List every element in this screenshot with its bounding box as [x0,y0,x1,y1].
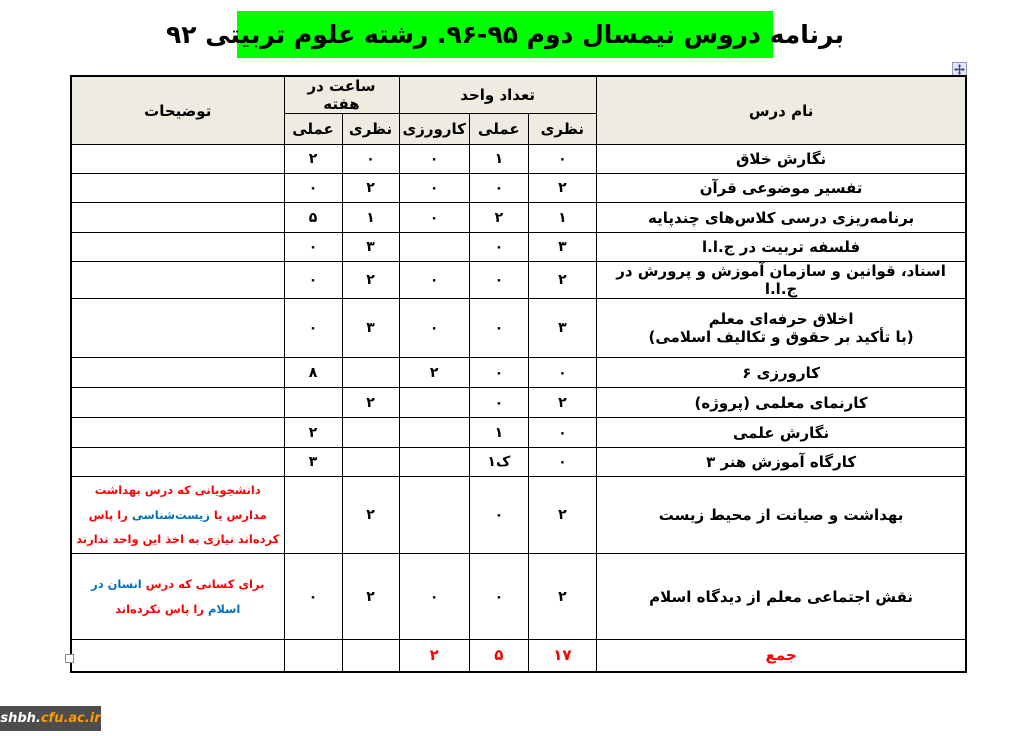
header-units-internship: کارورزی [399,114,469,145]
total-hours-theory [342,640,399,672]
header-hours-theory: نظری [342,114,399,145]
units-theory: ۲ [528,174,596,203]
units-practical: ۰ [469,358,528,388]
hours-practical: ۸ [284,358,342,388]
units-theory: ۰ [528,418,596,448]
units-practical: ۰ [469,554,528,640]
hours-practical: ۰ [284,262,342,299]
units-practical: ۰ [469,262,528,299]
note-text-red: برای کسانی که درس [141,576,265,591]
course-name: کارگاه آموزش هنر ۳ [596,448,966,477]
course-name [596,299,966,358]
units-theory: ۲ [528,388,596,418]
units-practical: ‪۱ک‬ [469,448,528,477]
header-units-group: تعداد واحد [399,76,596,114]
course-name: کارورزی ۶ [596,358,966,388]
units-theory: ۲ [528,554,596,640]
units-practical: ۱ [469,145,528,174]
header-hours-group: ساعت در هفته [284,76,399,114]
course-name: تفسیر موضوعی قرآن [596,174,966,203]
site-watermark [0,706,101,731]
note-cell [71,174,284,203]
course-name: کارنمای معلمی (پروژه) [596,388,966,418]
hours-practical: ۰ [284,554,342,640]
note-text-red: دانشجویانی که درس بهداشت مدارس یا [94,482,267,522]
watermark-domain: cfu.ac.ir [40,711,101,726]
total-hours-practical [284,640,342,672]
note-text-red: را پاس کرده‌اند نیازی به اخذ این واحد ندارند [76,507,280,547]
course-name: فلسفه تربیت در ج.ا.ا [596,233,966,262]
units-internship: ۰ [399,174,469,203]
note-text-blue: انسان در اسلام [91,576,241,616]
total-units-internship: ۲ [399,640,469,672]
note-cell [71,448,284,477]
units-internship [399,418,469,448]
table-resize-handle[interactable] [65,654,74,663]
course-name: بهداشت و صیانت از محیط زیست [596,477,966,554]
total-row [71,640,966,672]
table-row [71,388,966,418]
units-theory: ۰ [528,145,596,174]
note-cell [71,145,284,174]
note-cell [71,233,284,262]
hours-practical: ۰ [284,299,342,358]
header-units-theory: نظری [528,114,596,145]
units-theory: ۰ [528,358,596,388]
course-schedule-table [70,75,967,673]
hours-theory: ۲ [342,262,399,299]
course-name-line1: اخلاق حرفه‌ای معلم [708,310,854,328]
hours-theory: ۲ [342,554,399,640]
note-text-red: را پاس نکرده‌اند [115,601,208,616]
units-theory: ۰ [528,448,596,477]
table-row [71,145,966,174]
hours-practical: ۰ [284,174,342,203]
hours-practical: ۳ [284,448,342,477]
table-row [71,203,966,233]
note-cell [71,388,284,418]
hours-practical: ۰ [284,233,342,262]
course-name: برنامه‌ریزی درسی کلاس‌های چندپایه [596,203,966,233]
total-units-practical: ۵ [469,640,528,672]
table-row [71,554,966,640]
table-row [71,299,966,358]
hours-theory [342,358,399,388]
note-cell [71,418,284,448]
table-row [71,233,966,262]
hours-theory: ۳ [342,233,399,262]
hours-practical: ۲ [284,145,342,174]
units-theory: ۳ [528,299,596,358]
page-title: برنامه دروس نیمسال دوم ۹۵-۹۶. رشته علوم تربیتی ۹۲ [237,11,773,58]
hours-theory: ۰ [342,145,399,174]
units-theory: ۳ [528,233,596,262]
table-row [71,262,966,299]
units-practical: ۰ [469,233,528,262]
table-row [71,448,966,477]
note-cell-islam [71,554,284,640]
table-row [71,174,966,203]
table-row [71,358,966,388]
note-cell [71,203,284,233]
hours-theory [342,418,399,448]
table-row [71,418,966,448]
units-internship [399,448,469,477]
units-practical: ۰ [469,299,528,358]
units-practical: ۰ [469,174,528,203]
units-internship: ۰ [399,299,469,358]
hours-practical [284,477,342,554]
table-row [71,477,966,554]
hours-theory [342,448,399,477]
hours-theory: ۲ [342,174,399,203]
units-internship [399,388,469,418]
note-cell [71,262,284,299]
header-units-practical: عملی [469,114,528,145]
units-internship: ۰ [399,145,469,174]
units-internship [399,233,469,262]
units-theory: ۲ [528,262,596,299]
hours-theory: ۲ [342,477,399,554]
units-theory: ۱ [528,203,596,233]
hours-theory: ۱ [342,203,399,233]
units-theory: ۲ [528,477,596,554]
header-hours-practical: عملی [284,114,342,145]
watermark-prefix: shbh. [0,711,41,726]
course-name: نقش اجتماعی معلم از دیدگاه اسلام [596,554,966,640]
note-text-blue: زیست‌شناسی [131,507,210,522]
total-label: جمع [596,640,966,672]
header-notes: توضیحات [71,76,284,145]
course-name: اسناد، قوانین و سازمان آموزش و پرورش در ج.ا.ا [596,262,966,299]
units-practical: ۰ [469,477,528,554]
note-cell-health [71,477,284,554]
units-internship: ۰ [399,554,469,640]
units-practical: ۱ [469,418,528,448]
units-practical: ۲ [469,203,528,233]
course-name: نگارش علمی [596,418,966,448]
units-internship: ۰ [399,203,469,233]
header-row-groups [71,76,966,114]
hours-practical [284,388,342,418]
units-internship: ۲ [399,358,469,388]
four-way-arrow-icon [954,64,965,75]
units-internship [399,477,469,554]
note-cell [71,358,284,388]
header-course-name: نام درس [596,76,966,145]
units-internship: ۰ [399,262,469,299]
hours-practical: ۲ [284,418,342,448]
total-units-theory: ۱۷ [528,640,596,672]
hours-practical: ۵ [284,203,342,233]
course-name-line2: (با تأکید بر حقوق و تکالیف اسلامی) [648,328,914,346]
hours-theory: ۳ [342,299,399,358]
note-cell [71,640,284,672]
units-practical: ۰ [469,388,528,418]
hours-theory: ۲ [342,388,399,418]
note-cell [71,299,284,358]
course-name: نگارش خلاق [596,145,966,174]
